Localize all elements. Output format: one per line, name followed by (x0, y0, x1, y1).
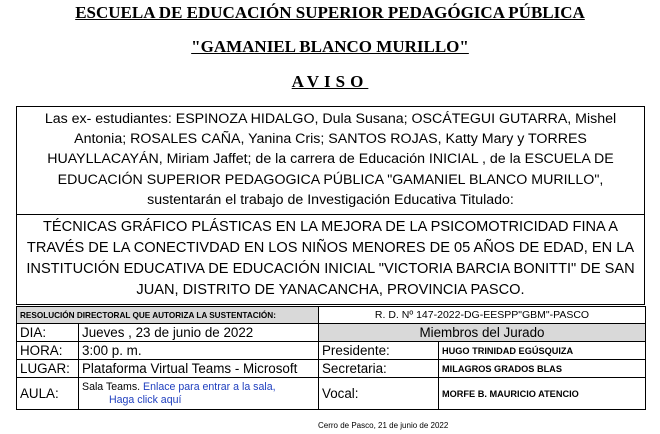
notice-title: AVISO (291, 72, 369, 91)
resolution-number: R. D. Nº 147-2022-DG-EESPP"GBM"-PASCO (319, 307, 646, 324)
presidente-name: HUGO TRINIDAD EGÚSQUIZA (439, 342, 646, 360)
secretaria-label: Secretaria: (319, 360, 439, 378)
dia-value: Jueves , 23 de junio de 2022 (79, 324, 319, 342)
aula-row (17, 378, 646, 410)
hora-label: HORA: (17, 342, 79, 360)
aula-prefix: Sala Teams. (82, 380, 144, 393)
school-heading: ESCUELA DE EDUCACIÓN SUPERIOR PEDAGÓGICA PÚBLICA (75, 3, 585, 22)
jury-title: Miembros del Jurado (319, 324, 646, 342)
hora-row (17, 342, 646, 360)
teams-room-link[interactable]: Enlace para entrar a la sala, (143, 380, 276, 393)
aula-value (79, 378, 319, 410)
vocal-name: MORFE B. MAURICIO ATENCIO (439, 378, 646, 410)
aula-label: AULA: (17, 378, 79, 410)
dia-label: DIA: (17, 324, 79, 342)
hora-value: 3:00 p. m. (79, 342, 319, 360)
details-table (16, 306, 646, 410)
dia-row (17, 324, 646, 342)
vocal-label: Vocal: (319, 378, 439, 410)
lugar-row (17, 360, 646, 378)
presidente-label: Presidente: (319, 342, 439, 360)
school-name: "GAMANIEL BLANCO MURILLO" (191, 37, 469, 56)
place-date: Cerro de Pasco, 21 de junio de 2022 (318, 421, 449, 430)
thesis-title: TÉCNICAS GRÁFICO PLÁSTICAS EN LA MEJORA DE LA PSICOMOTRICIDAD FINA A TRAVÉS DE LA CONECTIVDAD EN LOS NIÑOS MENORES DE 05 AÑOS DE EDAD, EN LA INSTITUCIÓN EDUCATIVA DE EDUCACIÓN INICIAL "VICTORIA BARCIA BONITTI" DE SAN JUAN, DISTRITO DE YANACANCHA, PROVINCIA PASCO. (16, 214, 645, 305)
lugar-value: Plataforma Virtual Teams - Microsoft (79, 360, 319, 378)
secretaria-name: MILAGROS GRADOS BLAS (439, 360, 646, 378)
lugar-label: LUGAR: (17, 360, 79, 378)
intro-paragraph: Las ex- estudiantes: ESPINOZA HIDALGO, Dula Susana; OSCÁTEGUI GUTARRA, Mishel Antonia; ROSALES CAÑA, Yanina Cris; SANTOS ROJAS, Katty Mary y TORRES HUAYLLACAYÁN, Miriam Jaffet; de la carrera de Educación INICIAL , de la ESCUELA DE EDUCACIÓN SUPERIOR PEDAGOGICA PÚBLICA "GAMANIEL BLANCO MURILLO", sustentarán el trabajo de Investigación Educativa Titulado: (16, 106, 645, 214)
resolution-row (17, 307, 646, 324)
resolution-label: RESOLUCIÓN DIRECTORAL QUE AUTORIZA LA SUSTENTACIÓN: (17, 307, 319, 324)
click-here-link[interactable]: Haga click aquí (109, 393, 182, 406)
